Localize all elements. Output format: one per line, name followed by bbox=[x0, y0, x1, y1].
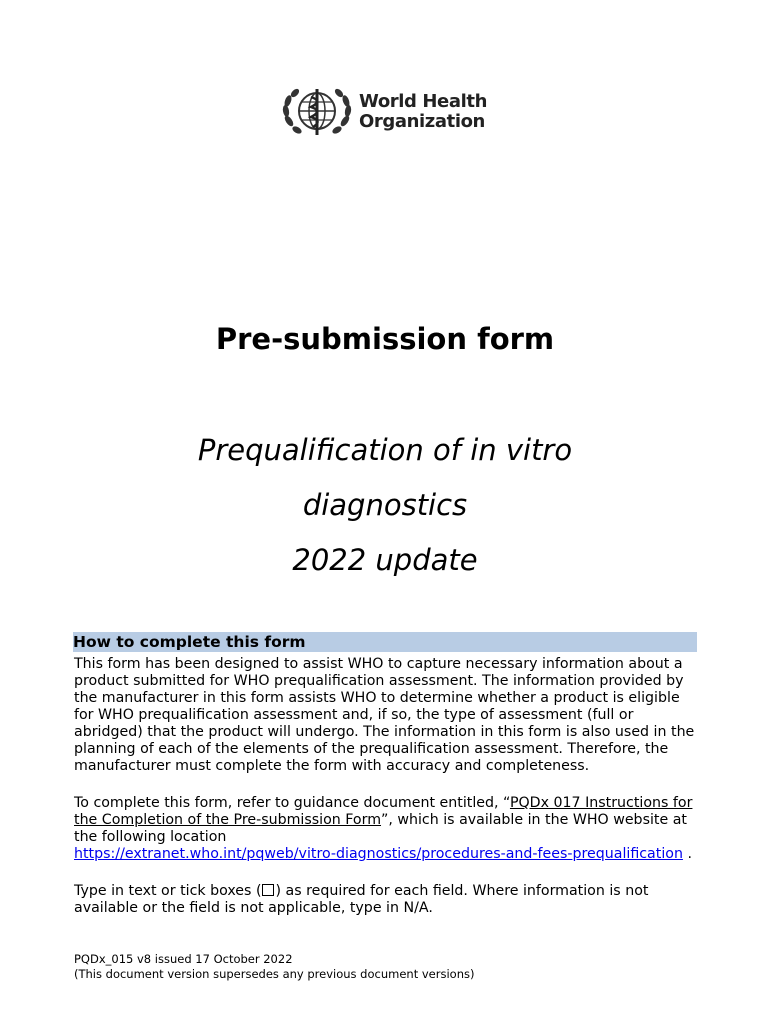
who-logo-text bbox=[359, 92, 487, 132]
document-footer bbox=[74, 952, 474, 982]
checkbox-sample-icon bbox=[262, 884, 274, 896]
paragraph-guidance bbox=[74, 795, 698, 863]
paragraph-intro: This form has been designed to assist WHO to capture necessary information about a product submitted for WHO prequalification assessment. The information provided by the manufacturer in this form assists WHO to determine whether a product is eligible for WHO prequalification assessment and, if so, the type of assessment (full or abridged) that the product will undergo. The information in this form is also used in the planning of each of the elements of the prequalification assessment. Therefore, the manufacturer must complete the form with accuracy and completeness. bbox=[74, 656, 695, 774]
subtitle-line-2: diagnostics bbox=[302, 488, 468, 522]
paragraph-instructions-text-1: Type in text or tick boxes ( bbox=[74, 883, 262, 899]
footer-version: PQDx_015 v8 issued 17 October 2022 bbox=[74, 952, 293, 966]
procedures-fees-link[interactable]: https://extranet.who.int/pqweb/vitro-diagnostics/procedures-and-fees-prequalification bbox=[74, 846, 683, 862]
paragraph-guidance-end: . bbox=[682, 846, 692, 862]
logo-line-2: Organization bbox=[359, 111, 485, 132]
guidance-document-link[interactable]: PQDx 017 Instructions for the Completion of the Pre-submission Form bbox=[74, 795, 693, 828]
paragraph-guidance-text-2: ”, which is available in the WHO website at the following location bbox=[74, 812, 687, 845]
who-logo bbox=[281, 85, 487, 139]
paragraph-instructions-text-2: ) as required for each field. Where information is not available or the field is not applicable, type in N/A. bbox=[74, 883, 649, 916]
subtitle-line-3: 2022 update bbox=[292, 543, 478, 577]
section-heading: How to complete this form bbox=[73, 632, 697, 652]
footer-note: (This document version supersedes any previous document versions) bbox=[74, 967, 475, 981]
logo-line-1: World Health bbox=[359, 91, 487, 112]
page-title: Pre-submission form bbox=[215, 322, 555, 356]
subtitle-line-1: Prequalification of in vitro bbox=[197, 433, 573, 467]
paragraph-instructions bbox=[74, 883, 698, 917]
paragraph-guidance-text-1: To complete this form, refer to guidance document entitled, “ bbox=[74, 795, 510, 811]
who-emblem-icon bbox=[281, 85, 353, 139]
